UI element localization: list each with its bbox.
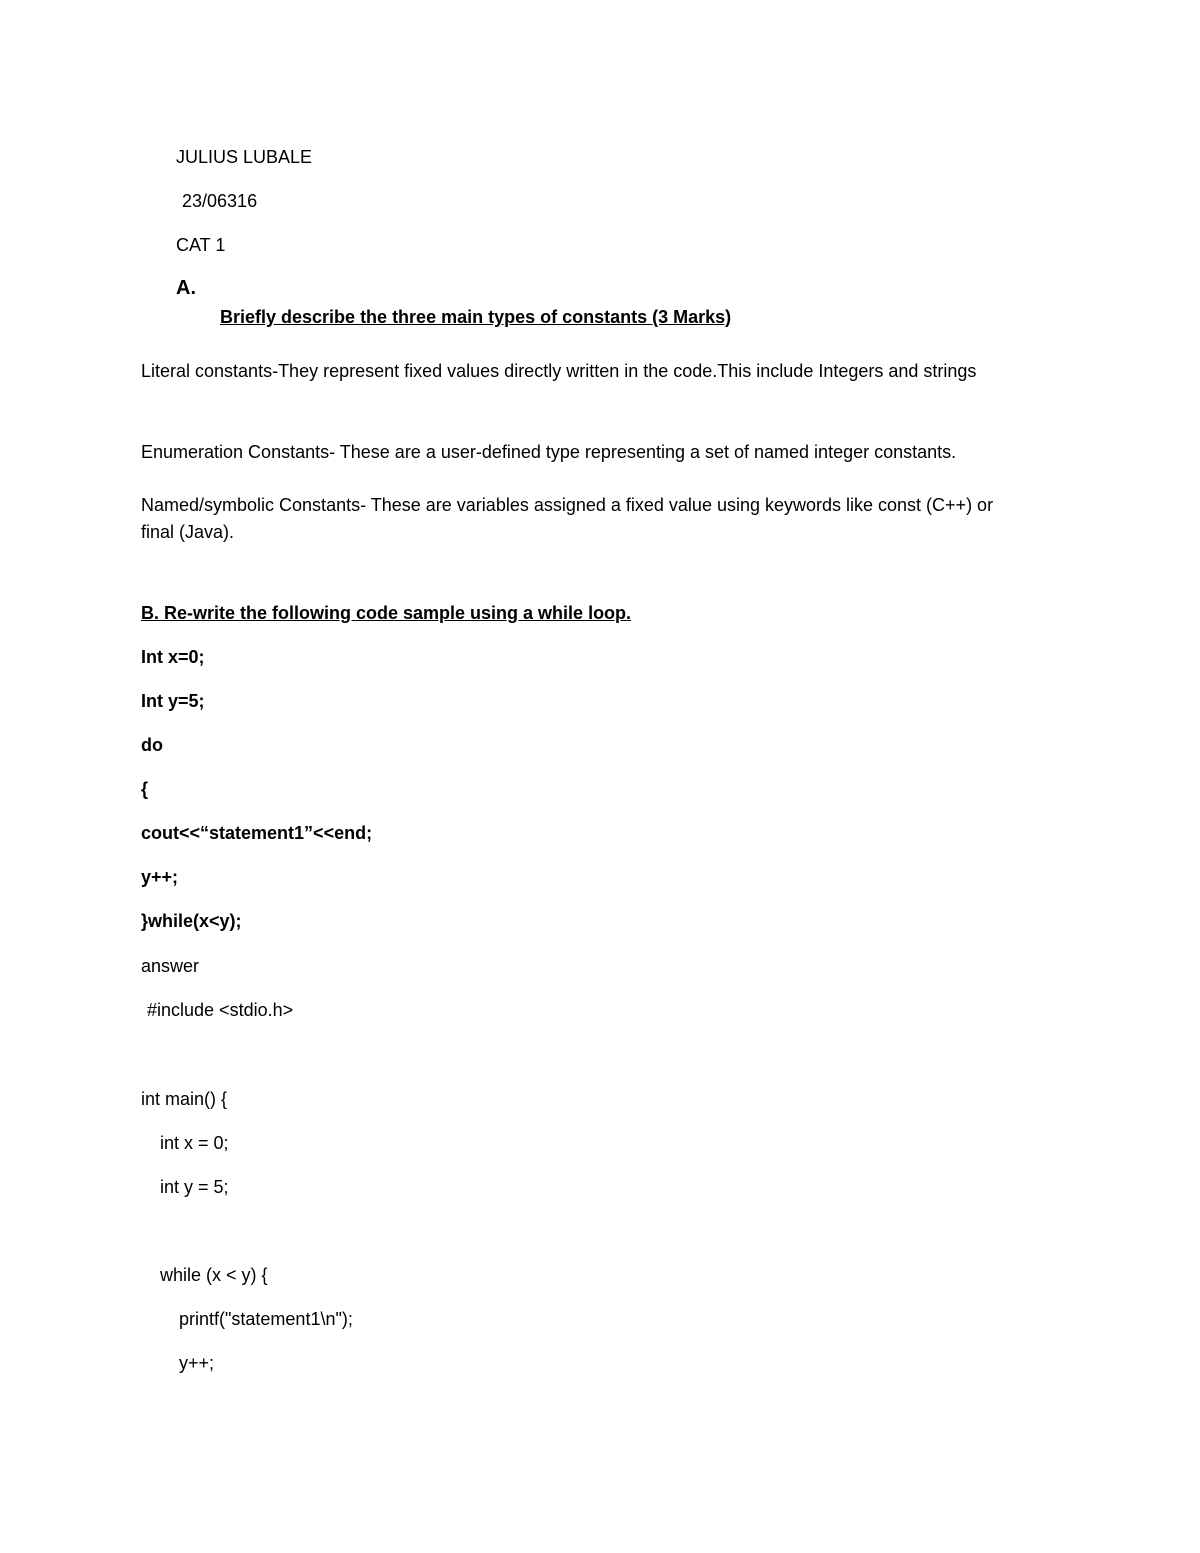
answer-code-line: y++;	[179, 1353, 215, 1373]
code-line: do	[141, 735, 163, 755]
code-line: Int y=5;	[141, 691, 205, 711]
answer-literal-constants: Literal constants-They represent fixed values directly written in the code.This include Integers and strings	[141, 361, 977, 381]
answer-label: answer	[141, 956, 200, 976]
answer-code-line: int y = 5;	[160, 1177, 229, 1197]
answer-code-line: printf("statement1\n");	[179, 1309, 353, 1329]
answer-named-constants: Named/symbolic Constants- These are variables assigned a fixed value using keywords like const (C++) or final (Java).	[141, 495, 994, 542]
registration-number: 23/06316	[182, 191, 258, 211]
answer-code-line: int main() {	[141, 1089, 228, 1109]
student-name: JULIUS LUBALE	[176, 147, 313, 167]
answer-code-line: int x = 0;	[160, 1133, 229, 1153]
code-line: {	[141, 779, 149, 799]
section-b-question: B. Re-write the following code sample using a while loop.	[141, 603, 632, 623]
answer-code-line: #include <stdio.h>	[147, 1000, 294, 1020]
code-line: y++;	[141, 867, 179, 887]
answer-code-line: while (x < y) {	[160, 1265, 268, 1285]
section-a-label: A.	[176, 277, 196, 299]
code-line: Int x=0;	[141, 647, 205, 667]
section-a-question: Briefly describe the three main types of constants (3 Marks)	[220, 307, 732, 327]
code-line: }while(x<y);	[141, 911, 242, 931]
code-line: cout<<“statement1”<<end;	[141, 823, 373, 843]
answer-enumeration-constants: Enumeration Constants- These are a user-defined type representing a set of named integer constants.	[141, 442, 957, 462]
assessment-title: CAT 1	[176, 235, 226, 255]
